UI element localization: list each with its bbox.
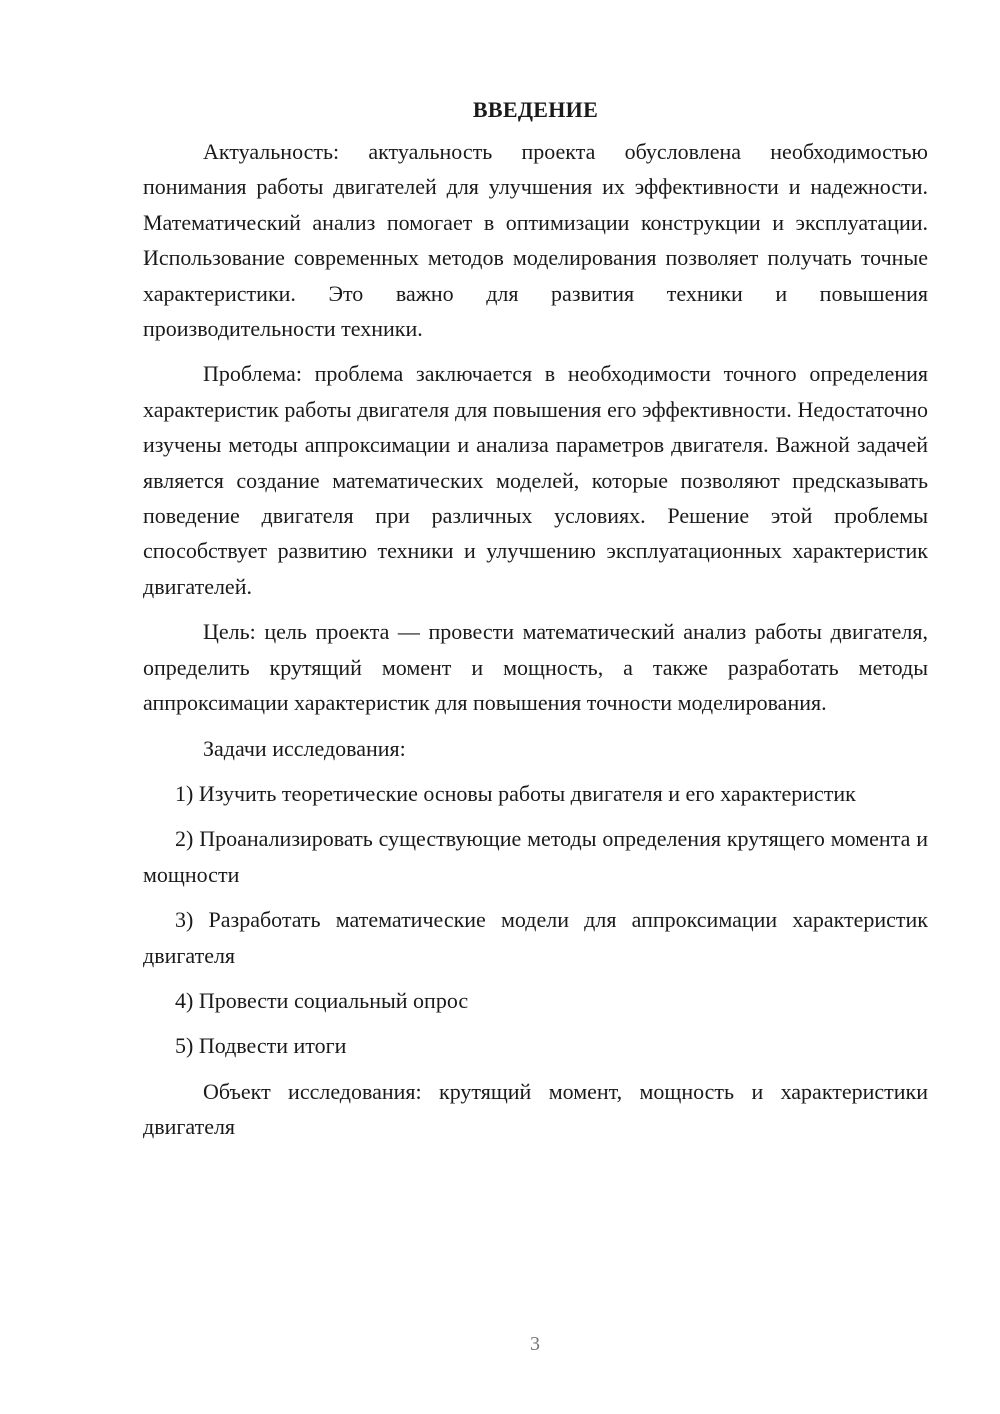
- task-item-1: 1) Изучить теоретические основы работы двигателя и его характеристик: [175, 780, 856, 806]
- page-number: 3: [530, 1333, 540, 1355]
- section-title: ВВЕДЕНИЕ: [472, 97, 599, 122]
- document-page: [143, 94, 928, 1155]
- tasks-heading: Задачи исследования:: [203, 735, 406, 761]
- relevance-paragraph: Актуальность: актуальность проекта обусловлена необходимостью понимания работы двигателей для улучшения их эффективности и надежности. Математический анализ помогает в оптимизации конструкции и эксплуатации. Использование современных методов моделирования позволяет получать точные характеристики. Это важно для развития техники и повышения производительности техники.: [143, 139, 928, 342]
- task-item-2: 2) Проанализировать существующие методы определения крутящего момента и мощности: [143, 826, 928, 887]
- goal-paragraph: Цель: цель проекта — провести математический анализ работы двигателя, определить крутящий момент и мощность, а также разработать методы аппроксимации характеристик для повышения точности моделирования.: [143, 619, 928, 716]
- task-item-3: 3) Разработать математические модели для аппроксимации характеристик двигателя: [143, 907, 928, 968]
- problem-paragraph: Проблема: проблема заключается в необходимости точного определения характеристик работы двигателя для повышения его эффективности. Недостаточно изучены методы аппроксимации и анализа параметров двигателя. Важной задачей является создание математических моделей, которые позволяют предсказывать поведение двигателя при различных условиях. Решение этой проблемы способствует развитию техники и улучшению эксплуатационных характеристик двигателей.: [143, 361, 928, 599]
- task-item-5: 5) Подвести итоги: [175, 1033, 347, 1059]
- task-item-4: 4) Провести социальный опрос: [175, 987, 469, 1013]
- research-object-paragraph: Объект исследования: крутящий момент, мощность и характеристики двигателя: [143, 1078, 928, 1140]
